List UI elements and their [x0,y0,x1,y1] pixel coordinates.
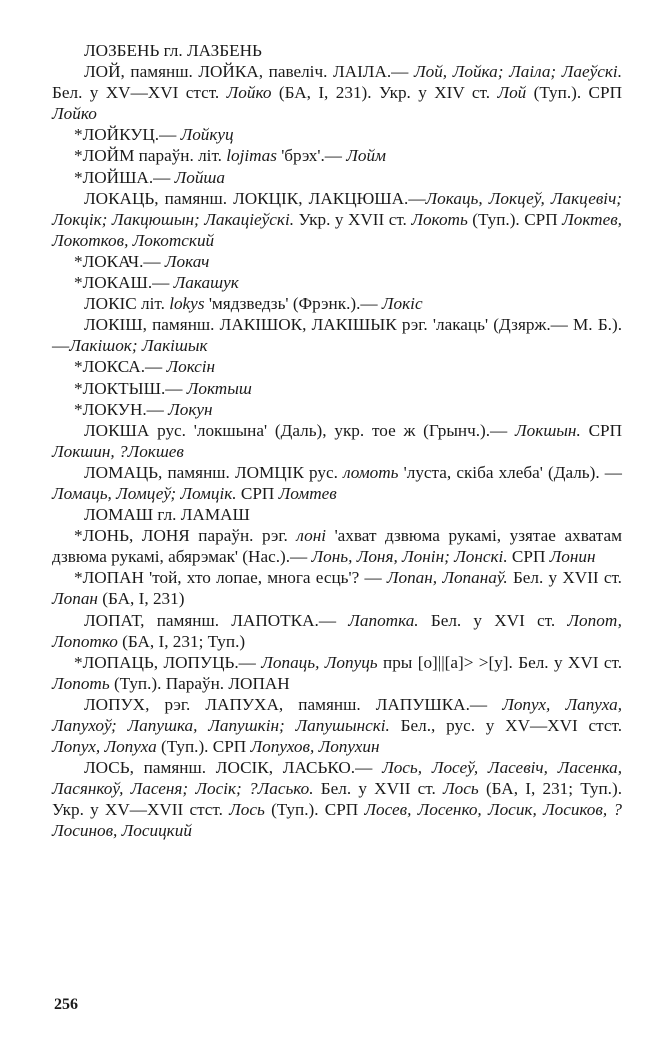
dictionary-entry [52,145,622,166]
entry-text: ЛОМАЦЬ, памянш. ЛОМЦІК рус. [84,462,344,482]
dictionary-entry [52,40,622,61]
entry-text: СРП [507,547,550,567]
entry-italic-text: Лопот, Лопотко [52,610,622,651]
entry-italic-text: lojimas [226,146,277,166]
entry-italic-text: Локсін [166,357,216,377]
entry-text: (Туп.). СРП [526,83,622,103]
entry-italic-text: Лопухов, Лопухин [250,737,380,757]
entry-italic-text: Лойм [346,146,387,166]
dictionary-entry [52,652,622,694]
dictionary-entry [52,525,622,567]
entry-text: (БА, I, 231). Укр. у XIV ст. [271,83,498,103]
entry-text: Укр. у XVII ст. [294,209,412,229]
dictionary-entry [52,399,622,420]
dictionary-entry [52,356,622,377]
entry-text: (Туп.). СРП [156,737,251,757]
entry-text: СРП [236,483,279,503]
entry-text: ЛОЙ, памянш. ЛОЙКА, павеліч. ЛАІЛА.— [84,62,414,82]
entry-text: *ЛОКАЧ.— [74,251,165,271]
entry-italic-text: Ломаць, Ломцеў; Ломцік. [52,483,237,503]
entry-italic-text: Локіс [381,294,423,314]
entry-text: *ЛОПАН 'той, хто лопае, многа есць'? — [74,568,387,588]
dictionary-entry [52,567,622,609]
dictionary-page [52,40,622,842]
entry-text: ЛОЗБЕНЬ гл. ЛАЗБЕНЬ [84,41,262,60]
entry-italic-text: Лось [443,779,479,799]
entry-text: *ЛОКАШ.— [74,273,174,293]
entry-text: ЛОКІШ, памянш. ЛАКІШОК, ЛАКІШЫК рэг. 'лакаць' (Дзярж.— М. Б.).— [52,315,622,356]
entry-italic-text: Локун [168,399,213,419]
entry-text: *ЛОЙША.— [74,167,175,187]
entry-text: 'ахват дзвюма рукамі, узятае ахватам дзвюма рукамі, абярэмак' (Нас.).— [52,526,622,567]
entry-text: Бел. у XVI ст. [418,610,568,630]
entry-italic-text: ломоть [343,462,399,482]
dictionary-entry [52,61,622,124]
entry-italic-text: Лопоть [52,673,110,693]
dictionary-entry [52,504,622,525]
entry-italic-text: лоні [296,526,326,546]
entry-text: (БА, I, 231; Туп.). Укр. у XV—XVII стст. [52,779,622,820]
entry-text: (БА, I, 231; Туп.) [117,631,246,651]
entry-italic-text: Лосев, Лосенко, Лосик, Лосиков, ?Лосинов, Лосицкий [52,800,622,841]
entry-text: 'луста, скіба хлеба' (Даль). — [398,462,622,482]
entry-text: 'брэх'.— [276,146,347,166]
entry-text: ЛОСЬ, памянш. ЛОСІК, ЛАСЬКО.— [84,758,383,778]
dictionary-entry [52,694,622,757]
entry-italic-text: Локтев, Локотков, Локотский [52,209,622,250]
entry-text: *ЛОКТЫШ.— [74,378,187,398]
entry-text: СРП [580,420,622,440]
entry-text: ЛОПАТ, памянш. ЛАПОТКА.— [84,610,349,630]
entry-italic-text: Лопух, Лапуха, Лапухоў; Лапушка, Лапушкін; Лапушынскі. [52,694,622,735]
entry-italic-text: Ломтев [278,483,337,503]
entry-italic-text: Лапотка. [348,610,419,630]
dictionary-entry [52,378,622,399]
entry-italic-text: Лойко [226,83,272,103]
entry-italic-text: Лой [497,83,527,103]
entry-text: *ЛОКУН.— [74,399,169,419]
entry-italic-text: Локоть [411,209,468,229]
dictionary-entry [52,251,622,272]
entry-text: (Туп.). Параўн. ЛОПАН [109,673,290,693]
entry-text: (БА, I, 231) [97,589,185,609]
entry-italic-text: Лось, Лосеў, Ласевіч, Ласенка, Ласянкоў, Ласеня; Лосік; ?Ласько. [52,758,622,799]
entry-italic-text: Лопаць, Лопуць [261,652,378,672]
entry-text: ЛОПУХ, рэг. ЛАПУХА, памянш. ЛАПУШКА.— [84,694,503,714]
entry-italic-text: Лопух, Лопуха [52,737,157,757]
dictionary-entry [52,188,622,251]
entry-italic-text: Локтыш [186,378,252,398]
dictionary-entry [52,314,622,356]
entry-italic-text: Лонь, Лоня, Лонін; Лонскі. [311,547,508,567]
dictionary-entry [52,420,622,462]
entry-text: *ЛОЙКУЦ.— [74,125,181,145]
entry-italic-text: Лакашук [173,273,239,293]
entry-italic-text: Лойша [174,167,226,187]
entry-text: ЛОКАЦЬ, памянш. ЛОКЦІК, ЛАКЦЮША.— [84,188,426,208]
entry-text: 'мядзведзь' (Фрэнк.).— [204,294,382,314]
entry-text: (Туп.). СРП [264,800,365,820]
entry-text: (Туп.). СРП [467,209,563,229]
entry-italic-text: Локаць, Локцеў, Лакцевіч; Локцік; Лакцюшын; Лакаціеўскі. [52,188,622,229]
page-number: 256 [54,996,78,1013]
entry-italic-text: Лакішок; Лакішык [69,336,208,356]
entry-text: *ЛОПАЦЬ, ЛОПУЦЬ.— [74,652,262,672]
entry-italic-text: Лопан [52,589,98,609]
entry-text: ЛОКІС літ. [84,294,170,314]
entry-text: Бел. у XVII ст. [313,779,444,799]
entry-text: ЛОМАШ гл. ЛАМАШ [84,505,250,525]
entry-italic-text: lokys [169,294,205,314]
entry-text: пры [о]||[а]> >[у]. Бел. у XVI ст. [377,652,622,672]
entry-italic-text: Лойко [52,104,97,124]
entry-text: *ЛОНЬ, ЛОНЯ параўн. рэг. [74,526,297,546]
dictionary-entry [52,272,622,293]
dictionary-entry [52,167,622,188]
entry-text: Бел. у XVII ст. [507,568,622,588]
entry-italic-text: Лопан, Лопанаў. [386,568,508,588]
entry-text: Бел., рус. у XV—XVI стст. [389,716,622,735]
entry-text: Бел. у XV—XVI стст. [52,83,227,103]
dictionary-entry [52,757,622,841]
dictionary-entry [52,462,622,504]
entry-italic-text: Лой, Лойка; Лаіла; Лаеўскі. [413,62,622,82]
entry-text: *ЛОЙМ параўн. літ. [74,146,227,166]
entry-italic-text: Локшын. [515,420,581,440]
entry-italic-text: Лось [229,800,265,820]
dictionary-entry [52,610,622,652]
entry-italic-text: Лойкуц [180,125,234,145]
dictionary-entry [52,293,622,314]
entry-italic-text: Локшин, ?Локшев [52,441,184,461]
entry-italic-text: Локач [164,251,210,271]
dictionary-entry [52,124,622,145]
entry-text: *ЛОКСА.— [74,357,167,377]
entry-italic-text: Лонин [549,547,596,567]
entry-text: ЛОКША рус. 'локшына' (Даль), укр. тое ж (Грынч.).— [84,420,516,440]
